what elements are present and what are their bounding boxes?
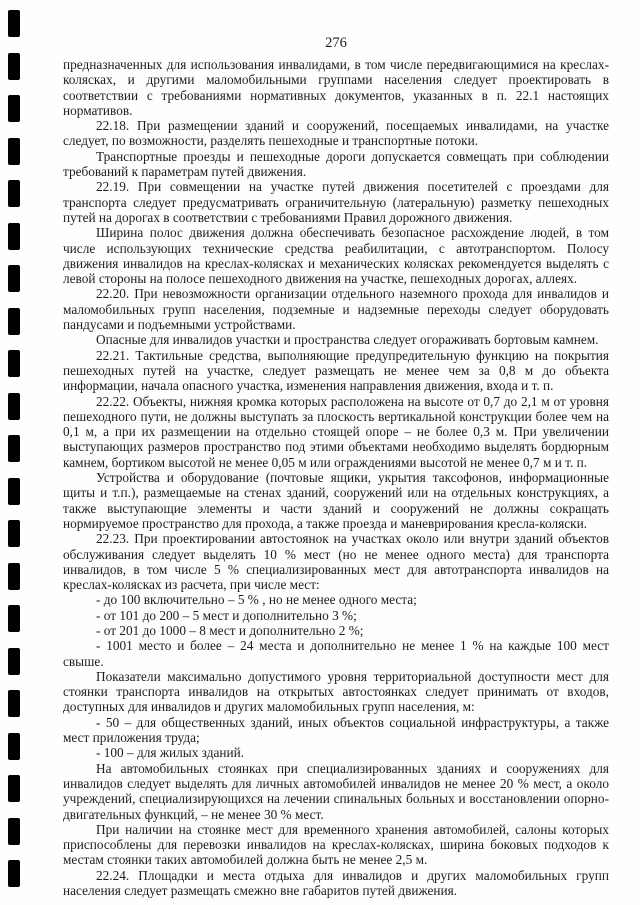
paragraph: Опасные для инвалидов участки и пространства следует огораживать бортовым камнем.: [96, 332, 599, 348]
binding-mark-icon: [8, 138, 20, 165]
binding-mark-icon: [8, 690, 20, 717]
paragraph: 22.19. При совмещении на участке путей движения посетителей с проездами для транспорта следует предусматривать ограничительную (латеральную) разметку пешеходных путей на дорогах в соответствии с требованиями Правил дорожного движения.: [63, 179, 609, 225]
paragraph: 22.23. При проектировании автостоянок на участках около или внутри зданий объектов обслуживания следует выделять 10 % мест (но не менее одного места) для транспорта инвалидов, в том числе 5 % специализированных мест для автотранспорта инвалидов на креслах-колясках из расчета, при числе мест:: [63, 531, 609, 593]
paragraph: 22.22. Объекты, нижняя кромка которых расположена на высоте от 0,7 до 2,1 м от уровня пешеходного пути, не должны выступать за плоскость вертикальной конструкции более чем на 0,1 м, а при их размещении на отдельно стоящей опоре – не более 0,3 м. При увеличении выступающих размеров пространство под этими объектами необходимо выделять бордюрным камнем, бортиком высотой не менее 0,05 м или ограждениями высотой не менее 0,7 м и т. п.: [63, 393, 609, 470]
binding-mark-icon: [8, 95, 20, 122]
paragraph: - до 100 включительно – 5 % , но не менее одного места;: [96, 592, 417, 608]
paragraph: Показатели максимально допустимого уровня территориальной доступности мест для стоянки транспорта инвалидов на открытых автостоянках следует принимать от входов, доступных для инвалидов и других маломобильных групп населения, м:: [63, 668, 609, 715]
binding-mark-icon: [8, 393, 20, 420]
binding-mark-icon: [8, 648, 20, 675]
paragraph: Транспортные проезды и пешеходные дороги допускается совмещать при соблюдении требований к параметрам путей движения.: [63, 148, 609, 180]
binding-mark-icon: [8, 563, 20, 590]
paragraph: Устройства и оборудование (почтовые ящики, укрытия таксофонов, информационные щиты и т.п.), размещаемые на стенах зданий, сооружений или на отдельных конструкциях, а также выступающие элементы и части зданий и сооружений не должны сокращать нормируемое пространство для прохода, а также проезда и маневрирования кресла-коляски.: [63, 470, 609, 531]
binding-mark-icon: [8, 223, 20, 250]
paragraph: При наличии на стоянке мест для временного хранения автомобилей, салоны которых приспособлены для перевозки инвалидов на креслах-колясках, ширина боковых подходов к местам стоянки таких автомобилей должна быть не менее 2,5 м.: [63, 821, 609, 868]
binding-mark-icon: [8, 860, 20, 887]
binding-mark-icon: [8, 53, 20, 80]
binding-mark-icon: [8, 308, 20, 335]
binding-mark-icon: [8, 10, 20, 37]
paragraph: - от 101 до 200 – 5 мест и дополнительно 3 %;: [96, 607, 357, 623]
binding-mark-icon: [8, 265, 20, 292]
paragraph: На автомобильных стоянках при специализированных зданиях и сооружениях для инвалидов следует выделять для личных автомобилей инвалидов не менее 20 % мест, а около учреждений, специализирующихся на лечении спинальных больных и восстановлении опорно-двигательных функций, – не менее 30 % мест.: [63, 760, 609, 822]
paragraph: - от 201 до 1000 – 8 мест и дополнительно 2 %;: [96, 622, 364, 638]
paragraph: Ширина полос движения должна обеспечивать безопасное расхождение людей, в том числе использующих технические средства реабилитации, с автотранспортом. Полосу движения инвалидов на креслах-колясках и механических колясках рекомендуется выделять с левой стороны на полосе пешеходного движения на участке, пешеходных дорогах, аллеях.: [63, 225, 609, 287]
binding-mark-icon: [8, 775, 20, 802]
binding-mark-icon: [8, 180, 20, 207]
binding-mark-icon: [8, 818, 20, 845]
binding-mark-icon: [8, 605, 20, 632]
binding-mark-icon: [8, 520, 20, 547]
paragraph: 22.24. Площадки и места отдыха для инвалидов и других маломобильных групп населения следует размещать смежно вне габаритов путей движения.: [63, 867, 609, 899]
paragraph: предназначенных для использования инвалидами, в том числе передвигающимися на креслах-колясках, и другими маломобильными группами населения следует проектировать в соответствии с требованиями нормативных документов, указанных в п. 22.1 настоящих нормативов.: [63, 57, 609, 118]
paragraph: - 1001 место и более – 24 места и дополнительно не менее 1 % на каждые 100 мест свыше.: [63, 638, 609, 669]
binding-mark-icon: [8, 435, 20, 462]
paragraph: 22.20. При невозможности организации отдельного наземного прохода для инвалидов и маломобильных групп населения, подземные и надземные переходы следует оборудовать пандусами и подъемными устройствами.: [63, 286, 609, 333]
binding-mark-icon: [8, 350, 20, 377]
paragraph: - 100 – для жилых зданий.: [96, 745, 245, 761]
paragraph: 22.21. Тактильные средства, выполняющие предупредительную функцию на покрытия пешеходных путей на участке, следует размещать не менее чем за 0,8 м до объекта информации, начала опасного участка, изменения направления движения, входа и т. п.: [63, 347, 609, 394]
binding-mark-icon: [8, 478, 20, 505]
binding-mark-icon: [8, 733, 20, 760]
page-number: 276: [325, 35, 347, 51]
paragraph: 22.18. При размещении зданий и сооружений, посещаемых инвалидами, на участке следует, по возможности, разделять пешеходные и транспортные потоки.: [63, 118, 609, 149]
document-paragraphs: [63, 57, 609, 898]
paragraph: - 50 – для общественных зданий, иных объектов социальной инфраструктуры, а также мест приложения труда;: [63, 714, 609, 746]
